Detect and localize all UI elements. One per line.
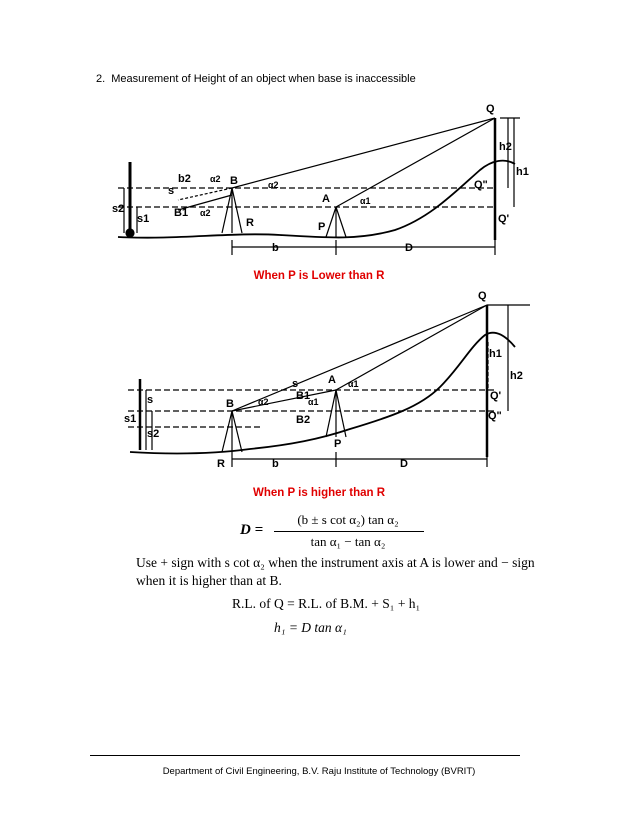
label-dim-d: D	[405, 242, 413, 254]
tripod-a	[326, 207, 336, 237]
footer-text: Department of Civil Engineering, B.V. Raju Institute of Technology (BVRIT)	[162, 766, 476, 777]
label-p: P	[334, 438, 342, 450]
label-b1: B1	[174, 207, 189, 219]
label-alpha2-upper: α2	[210, 174, 221, 184]
label-b1: B1	[296, 390, 311, 402]
label-b2: B2	[296, 414, 311, 426]
label-alpha1: α1	[360, 196, 371, 206]
tripod-b	[222, 188, 232, 233]
footer-divider	[90, 755, 520, 756]
label-q: Q	[478, 290, 487, 302]
label-q-prime: Q'	[490, 390, 502, 402]
formula-numerator: (b ± s cot α₂) tan α₂	[297, 512, 399, 527]
label-s: s	[168, 185, 175, 197]
label-q-prime: Q'	[498, 213, 510, 225]
label-s2: s2	[112, 203, 125, 215]
label-alpha1: α1	[348, 379, 359, 389]
label-r: R	[217, 458, 225, 470]
sight-line-a-q	[336, 118, 495, 207]
sight-line-b-q	[232, 305, 487, 411]
section-title: Measurement of Height of an object when base is inaccessible	[111, 73, 416, 85]
label-b: B	[226, 398, 234, 410]
sight-line-b-b1	[178, 188, 232, 200]
sign-note: Use + sign with s cot α₂ when the instrument axis at A is lower and − sign when it is higher than at B.	[136, 555, 535, 588]
figure2-caption: When P is higher than R	[252, 487, 386, 499]
section-number: 2.	[96, 73, 106, 85]
distance-formula	[240, 512, 500, 552]
label-alpha2: α2	[258, 397, 269, 407]
label-s1: s1	[124, 413, 137, 425]
label-a: A	[322, 193, 330, 205]
formula-lhs: D =	[240, 522, 264, 538]
sight-line-a-q	[336, 305, 487, 390]
label-dim-d: D	[400, 458, 408, 470]
label-h1: h1	[489, 348, 502, 360]
label-s: s	[147, 394, 154, 406]
tripod-b	[222, 411, 232, 452]
label-p: P	[318, 221, 326, 233]
formula-denominator: tan α₁ − tan α₂	[310, 534, 386, 549]
tripod-a	[326, 390, 336, 437]
label-alpha2: α2	[268, 180, 279, 190]
label-h1: h1	[516, 166, 529, 178]
label-h2: h2	[499, 141, 512, 153]
label-s-inner: s	[292, 378, 299, 390]
label-q-double-prime: Q"	[474, 179, 488, 191]
label-a: A	[328, 374, 336, 386]
figure-p-higher-than-r	[0, 287, 638, 482]
label-s2: s2	[147, 428, 160, 440]
fraction-bar	[274, 531, 424, 532]
label-q-double-prime: Q"	[488, 410, 502, 422]
label-s1: s1	[137, 213, 150, 225]
label-h2: h2	[510, 370, 523, 382]
label-dim-b: b	[272, 458, 279, 470]
label-alpha1-inner: α1	[308, 397, 319, 407]
benchmark	[126, 229, 134, 237]
label-r: R	[246, 217, 254, 229]
section-heading	[96, 73, 416, 85]
figure-p-lower-than-r	[0, 100, 638, 270]
figure1-caption: When P is Lower than R	[253, 270, 385, 282]
sight-line-ab	[232, 390, 336, 411]
rl-equation: R.L. of Q = R.L. of B.M. + S₁ + h₁	[232, 596, 421, 611]
sight-line-b-q	[232, 118, 495, 188]
label-q: Q	[486, 103, 495, 115]
label-b2: b2	[178, 173, 191, 185]
label-dim-b: b	[272, 242, 279, 254]
label-alpha2-lower: α2	[200, 208, 211, 218]
h1-equation: h₁ = D tan α₁	[274, 620, 347, 635]
label-b: B	[230, 175, 238, 187]
